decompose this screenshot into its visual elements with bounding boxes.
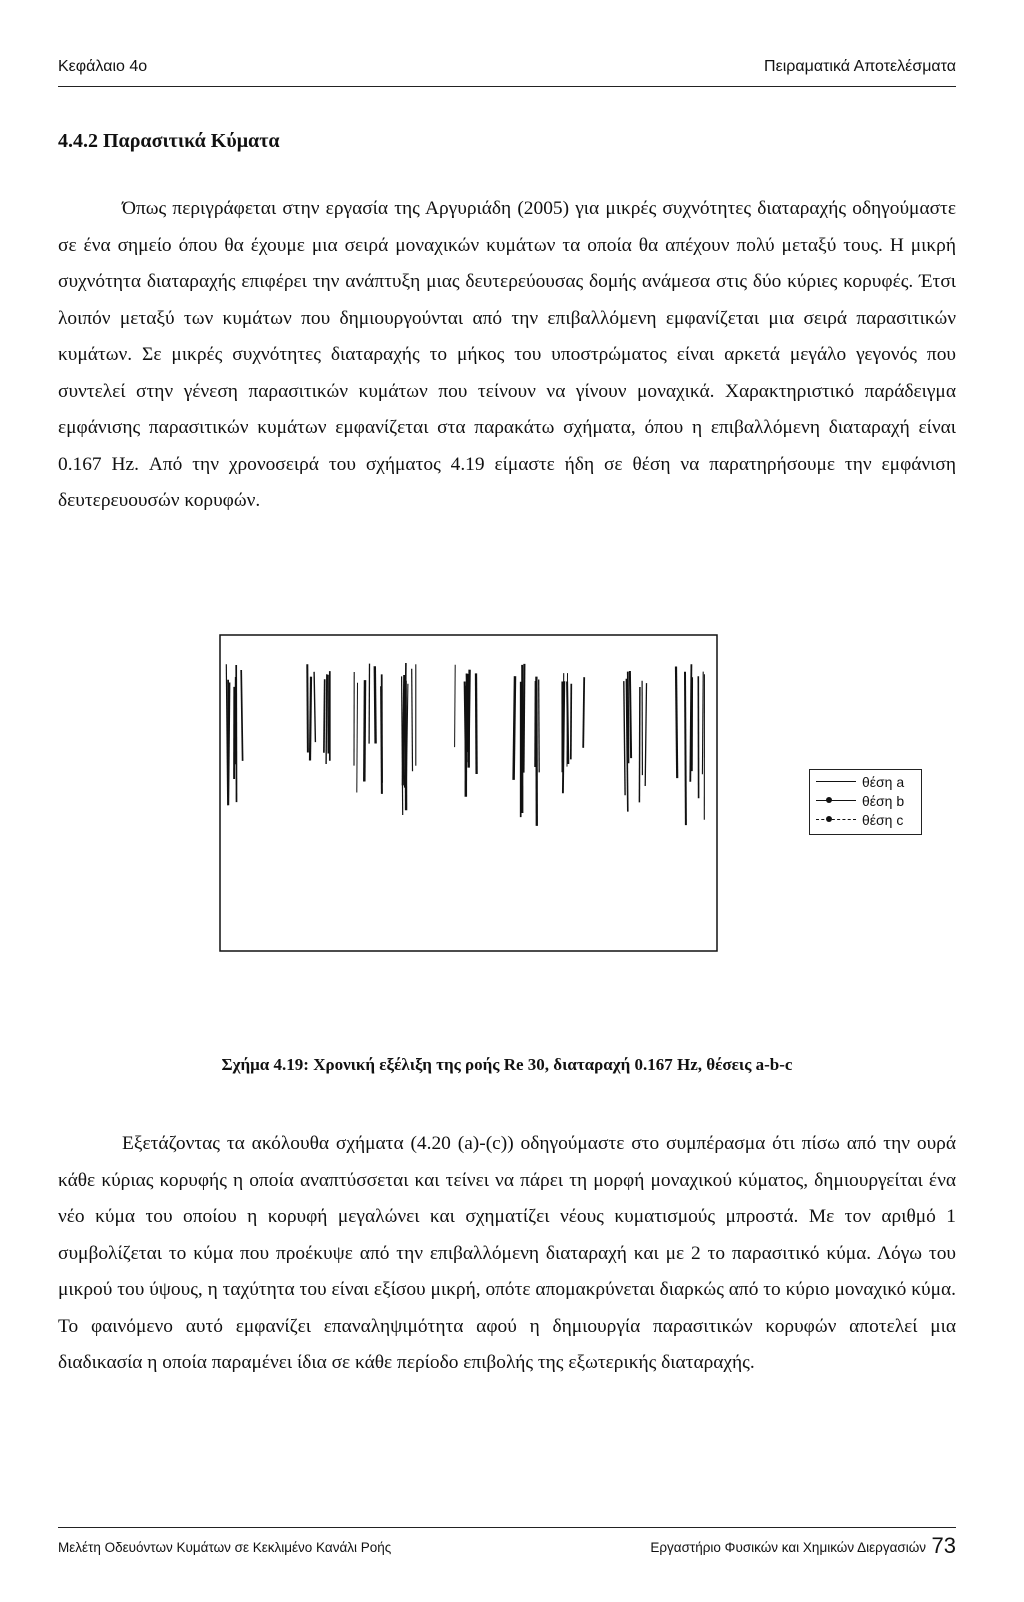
trace-spike-25: [412, 669, 413, 771]
legend-line-b: [816, 800, 856, 801]
section-title: 4.4.2 Παρασιτικά Κύματα: [58, 130, 280, 152]
legend-line-c: [816, 819, 856, 820]
legend-label-b: θέση b: [862, 793, 905, 809]
trace-spike-13: [326, 674, 327, 764]
trace-spike-6: [241, 670, 242, 761]
trace-spike-58: [676, 667, 677, 779]
trace-spike-51: [645, 683, 646, 786]
legend-item-a: [810, 772, 921, 792]
chapter-label: Κεφάλαιο 4ο: [58, 58, 148, 75]
trace-spike-41: [524, 664, 525, 773]
section-label: Πειραματικά Αποτελέσματα: [764, 58, 956, 75]
footer-title: Μελέτη Οδευόντων Κυμάτων σε Κεκλιμένο Κανάλι Ροής: [58, 1540, 392, 1555]
footer-lab: Εργαστήριο Φυσικών και Χημικών Διεργασιών: [650, 1540, 926, 1555]
legend-line-a: [816, 781, 856, 782]
body-paragraph-1: Όπως περιγράφεται στην εργασία της Αργυριάδη (2005) για μικρές συχνότητες διαταραχής οδηγούμαστε σε ένα σημείο όπου θα έχουμε μια σειρά μοναχικών κυμάτων τα οποία θα απέχουν πολύ μεταξύ τους. Η μικρή συχνότητα διαταραχής επιφέρει την ανάπτυξη μιας δευτερεύουσας δομής ανάμεσα στις δύο κύριες κορυφές. Έτσι λοιπόν μεταξύ των κυμάτων που δημιουργούνται από την επιβαλλόμενη εμφανίζεται μια σειρά παρασιτικών κυμάτων. Σε μικρές συχνότητες διαταραχής το μήκος του υποστρώματος είναι αρκετά μεγάλο γεγονός που συντελεί στην γένεση παρασιτικών κυμάτων που τείνουν να γίνουν μοναχικά. Χαρακτηριστικό παράδειγμα εμφάνισης παρασιτικών κυμάτων εμφανίζεται στα παρακάτω σχήματα, όπου η επιβαλλόμενη διαταραχή είναι 0.167 Hz. Από την χρονοσειρά του σχήματος 4.19 είμαστε ήδη σε θέση να παρατηρήσουμε την εμφάνιση δευτερευουσών κορυφών.: [58, 198, 956, 511]
legend-label-c: θέση c: [862, 812, 904, 828]
trace-spike-11: [307, 664, 308, 752]
trace-spike-10: [324, 679, 325, 752]
figure-caption: Σχήμα 4.19: Χρονική εξέλιξη της ροής Re 30, διαταραχή 0.167 Hz, θέσεις a-b-c: [221, 1055, 793, 1074]
trace-spike-27: [403, 675, 405, 785]
trace-spike-30: [455, 665, 456, 747]
trace-group: [226, 663, 704, 826]
trace-spike-55: [639, 687, 640, 802]
trace-spike-14: [375, 666, 376, 743]
trace-spike-45: [567, 673, 568, 767]
trace-spike-61: [685, 672, 686, 825]
legend-item-c: [810, 810, 921, 830]
trace-spike-34: [476, 673, 477, 774]
body-paragraph-2: Εξετάζοντας τα ακόλουθα σχήματα (4.20 (a)-(c)) οδηγούμαστε στο συμπέρασμα ότι πίσω από την ουρά κάθε κύριας κορυφής η οποία αναπτύσσεται και τείνει να πάρει τη μορφή μοναχικού κύματος, δημιουργείται ένα νέο κύμα του οποίου η κορυφή μεγαλώνει και σχηματίζει νέους κυματισμούς μπροστά. Με τον αριθμό 1 συμβολίζεται το κύμα που προέκυψε από την επιβαλλόμενη διαταραχή και με 2 το παρασιτικό κύμα. Λόγω του μικρού του ύψους, η ταχύτητα του είναι εξίσου μικρή, οπότε απομακρύνεται διαρκώς από το κύριο μοναχικό κύμα. Το φαινόμενο αυτό εμφανίζει επαναληψιμότητα αφού η δημιουργία παρασιτικών κορυφών αποτελεί μια διαδικασία η οποία παραμένει ίδια σε κάθε περίοδο επιβολής της εξωτερικής διαταραχής.: [58, 1133, 956, 1373]
trace-spike-20: [357, 683, 358, 793]
page-number: 73: [931, 1533, 956, 1558]
trace-spike-8: [314, 672, 315, 742]
legend: [809, 769, 922, 835]
trace-spike-60: [702, 672, 703, 775]
trace-spike-40: [514, 676, 515, 780]
trace-spike-43: [571, 684, 572, 760]
trace-spike-39: [539, 680, 540, 773]
document-page: [58, 0, 956, 1602]
running-header: [58, 56, 956, 87]
legend-label-a: θέση a: [862, 774, 905, 790]
trace-spike-62: [690, 664, 691, 782]
trace-spike-52: [624, 681, 625, 795]
legend-item-b: [810, 791, 921, 811]
legend-marker-c: [826, 816, 832, 822]
trace-spike-17: [364, 680, 365, 781]
legend-marker-b: [826, 797, 832, 803]
running-footer: [58, 1527, 956, 1572]
trace-spike-7: [310, 677, 311, 761]
trace-spike-44: [583, 677, 584, 748]
figure-4-19: [218, 633, 928, 973]
trace-spike-53: [630, 671, 631, 758]
